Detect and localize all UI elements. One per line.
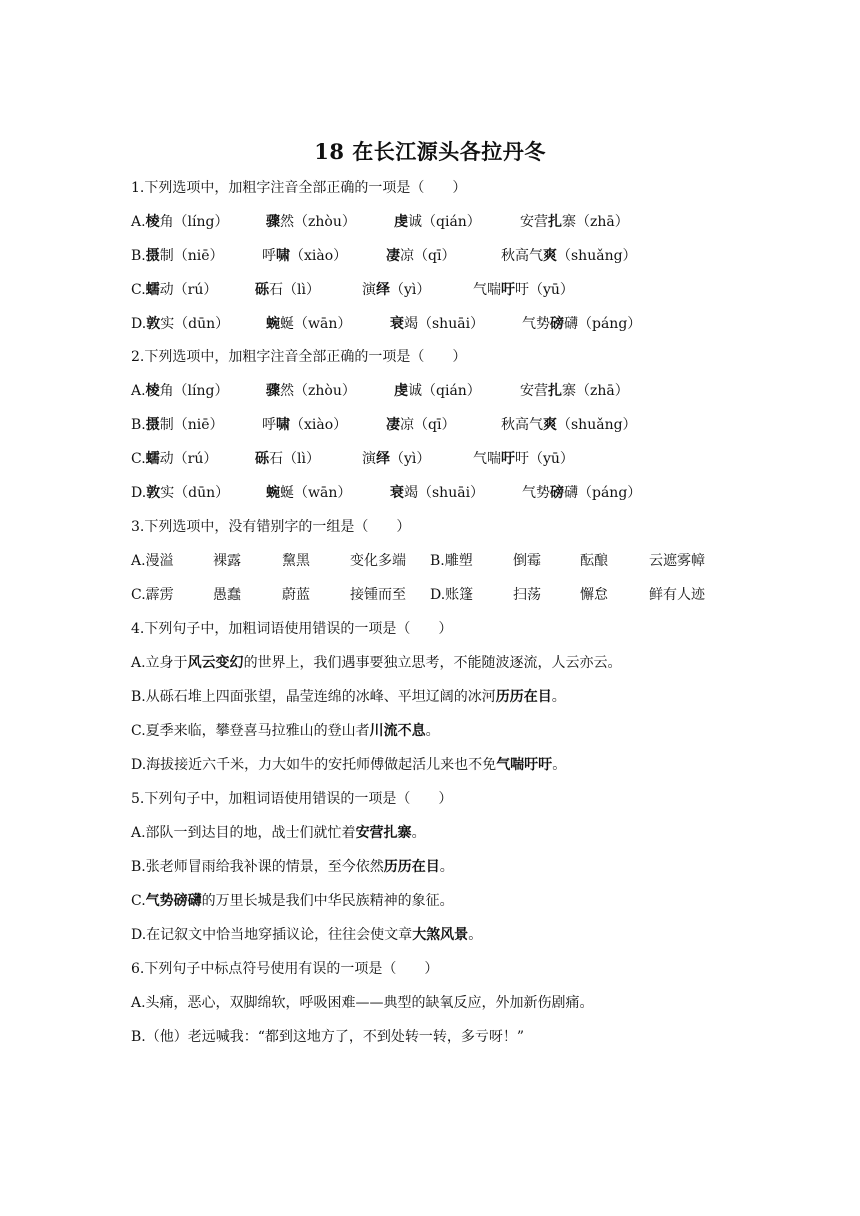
document-page: 18 在长江源头各拉丹冬 1.下列选项中，加粗字注音全部正确的一项是（ ） A.棱角（líng） 骤然（zhòu） 虔诚（qián） 安营扎寨（zhā） B.摄制（niē） 呼啸（xiào） 凄凉（qī） 秋高气爽（shuǎng） C.蠕动（rú） 砾石（lì） 演绎（yì） 气喘吁吁（yū） D.敦实（dūn） 蜿蜒（wān） 衰竭（shuāi） 气势磅礴（páng） 2.下列选项中，加粗字注音全部正确的一项是（ ） A.棱角（líng） 骤然（zhòu） 虔诚（qián） 安营扎寨（zhā） B.摄制（niē） 呼啸（xiào） 凄凉（qī） 秋高气爽（shuǎng） C.蠕动（rú） 砾石（lì） 演绎（yì） 气喘吁吁（yū） D.敦实（dūn） 蜿蜒（wān） 衰竭（shuāi） 气势磅礴（páng） 3.下列选项中，没有错别字的一组是（ ） A.漫溢 裸露 黧黑 变化多端 B.雕塑 倒霉 酝酿 云遮雾幛 C.霹雳 愚蠢 蔚蓝 接锺而至 D.账篷 扫荡 懈怠 鲜有人迹 4.下列句子中，加粗词语使用错误的一项是（ ） A.立身于风云变幻的世界上，我们遇事要独立思考，不能随波逐流，人云亦云。 B.从砾石堆上四面张望，晶莹连绵的冰峰、平坦辽阔的冰河历历在目。 C.夏季来临，攀登喜马拉雅山的登山者川流不息。 D.海拔接近六千米，力大如牛的安托师傅做起活儿来也不免气喘吁吁。 5.下列句子中，加粗词语使用错误的一项是（ ） A.部队一到达目的地，战士们就忙着安营扎寨。 B.张老师冒雨给我补课的情景，至今依然历历在目。 C.气势磅礴的万里长城是我们中华民族精神的象征。 D.在记叙文中恰当地穿插议论，往往会使文章大煞风景。 6.下列句子中标点符号使用有误的一项是（ ） A.头痛，恶心，双脚绵软，呼吸困难——典型的缺氧反应，外加新伤剧痛。 B.（他）老远喊我：“都到这地方了，不到处转一转，多亏呀！” xyxy=(0,0,860,1216)
q4-option-a: A.立身于风云变幻的世界上，我们遇事要独立思考，不能随波逐流，人云亦云。 xyxy=(131,655,622,671)
q6-option-a: A.头痛，恶心，双脚绵软，呼吸困难——典型的缺氧反应，外加新伤剧痛。 xyxy=(131,995,594,1011)
q5-option-d: D.在记叙文中恰当地穿插议论，往往会使文章大煞风景。 xyxy=(131,927,483,943)
q5-option-b: B.张老师冒雨给我补课的情景，至今依然历历在目。 xyxy=(131,859,454,875)
q3-stem: 3.下列选项中，没有错别字的一组是（ ） xyxy=(131,519,411,535)
q5-option-a: A.部队一到达目的地，战士们就忙着安营扎寨。 xyxy=(131,825,426,841)
q6-stem: 6.下列句子中标点符号使用有误的一项是（ ） xyxy=(131,961,439,977)
q4-option-b: B.从砾石堆上四面张望，晶莹连绵的冰峰、平坦辽阔的冰河历历在目。 xyxy=(131,689,566,705)
q6-option-b: B.（他）老远喊我：“都到这地方了，不到处转一转，多亏呀！” xyxy=(131,1029,525,1045)
q5-stem: 5.下列句子中，加粗词语使用错误的一项是（ ） xyxy=(131,791,453,807)
page-title: 18 在长江源头各拉丹冬 xyxy=(314,139,546,164)
q4-option-c: C.夏季来临，攀登喜马拉雅山的登山者川流不息。 xyxy=(131,723,440,739)
q1-stem: 1.下列选项中，加粗字注音全部正确的一项是（ ） xyxy=(131,180,467,196)
q2-stem: 2.下列选项中，加粗字注音全部正确的一项是（ ） xyxy=(131,349,467,365)
q4-stem: 4.下列句子中，加粗词语使用错误的一项是（ ） xyxy=(131,621,453,637)
q5-option-c: C.气势磅礴的万里长城是我们中华民族精神的象征。 xyxy=(131,893,454,909)
q4-option-d: D.海拔接近六千米，力大如牛的安托师傅做起活儿来也不免气喘吁吁。 xyxy=(131,757,567,773)
